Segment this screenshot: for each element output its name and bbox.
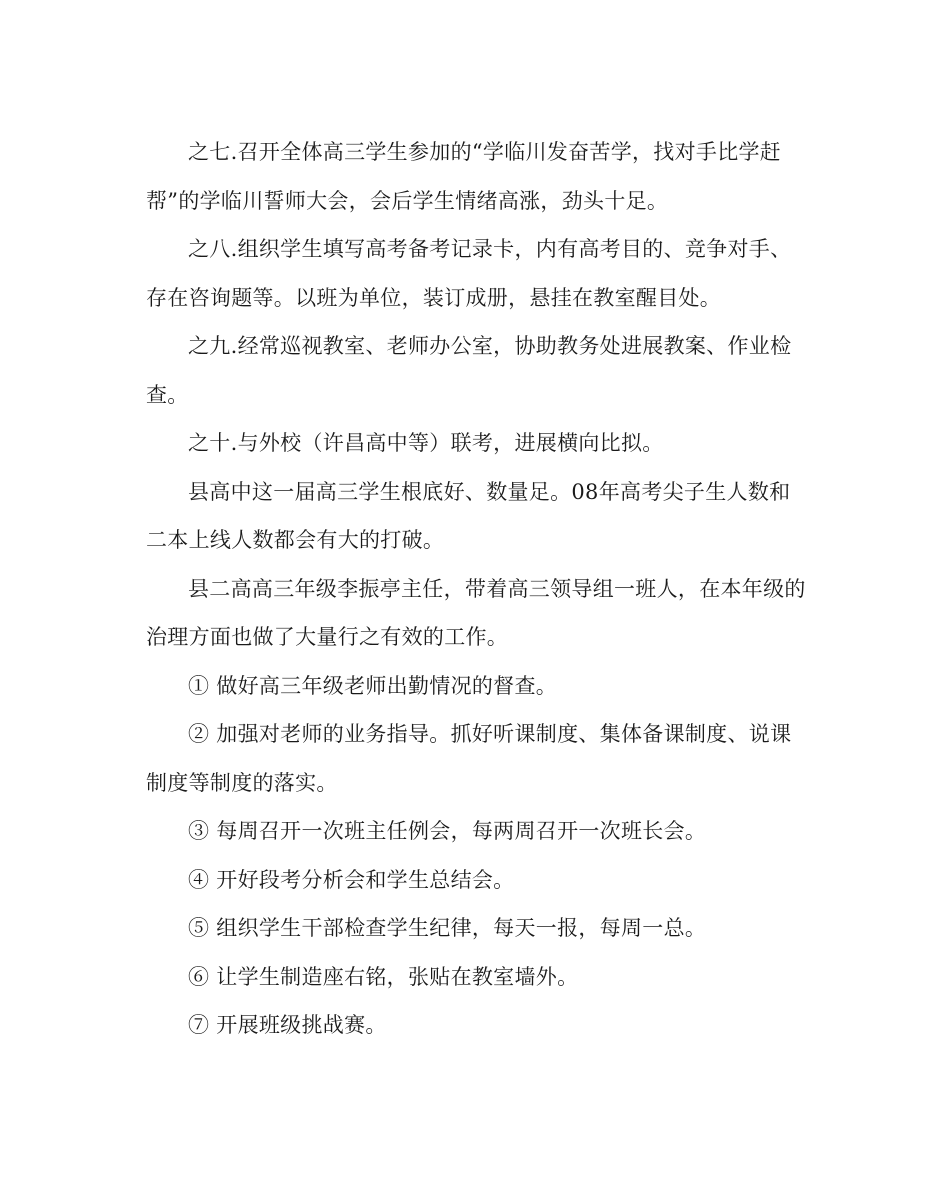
list-item-7: ⑦ 开展班级挑战赛。 xyxy=(188,1013,387,1037)
list-item-6: ⑥ 让学生制造座右铭，张贴在教室墙外。 xyxy=(188,964,579,989)
paragraph-county-high-school: 县高中这一届高三学生根底好、数量足。08年高考尖子生人数和二本上线人数都会有大的打破。 xyxy=(146,479,791,552)
document-body xyxy=(146,128,806,1050)
list-item-3: ③ 每周召开一次班主任例会，每两周召开一次班长会。 xyxy=(188,819,707,843)
list-item-4: ④ 开好段考分析会和学生总结会。 xyxy=(188,867,515,892)
paragraph-item-10: 之十.与外校（许昌高中等）联考，进展横向比拟。 xyxy=(188,431,664,455)
paragraph-county-second-high-school: 县二高高三年级李振亭主任，带着高三领导组一班人，在本年级的治理方面也做了大量行之有效的工作。 xyxy=(146,576,806,649)
paragraph-item-8: 之八.组织学生填写高考备考记录卡，内有高考目的、竞争对手、存在咨询题等。以班为单位，装订成册，悬挂在教室醒目处。 xyxy=(146,237,792,310)
list-item-2: ② 加强对老师的业务指导。抓好听课制度、集体备课制度、说课制度等制度的落实。 xyxy=(146,722,792,795)
list-item-5: ⑤ 组织学生干部检查学生纪律，每天一报，每周一总。 xyxy=(188,916,707,940)
paragraph-item-9: 之九.经常巡视教室、老师办公室，协助教务处进展教案、作业检查。 xyxy=(146,334,792,407)
paragraph-item-7: 之七.召开全体高三学生参加的“学临川发奋苦学，找对手比学赶帮”的学临川誓师大会，会后学生情绪高涨，劲头十足。 xyxy=(146,140,782,213)
list-item-1: ① 做好高三年级老师出勤情况的督查。 xyxy=(188,673,558,698)
